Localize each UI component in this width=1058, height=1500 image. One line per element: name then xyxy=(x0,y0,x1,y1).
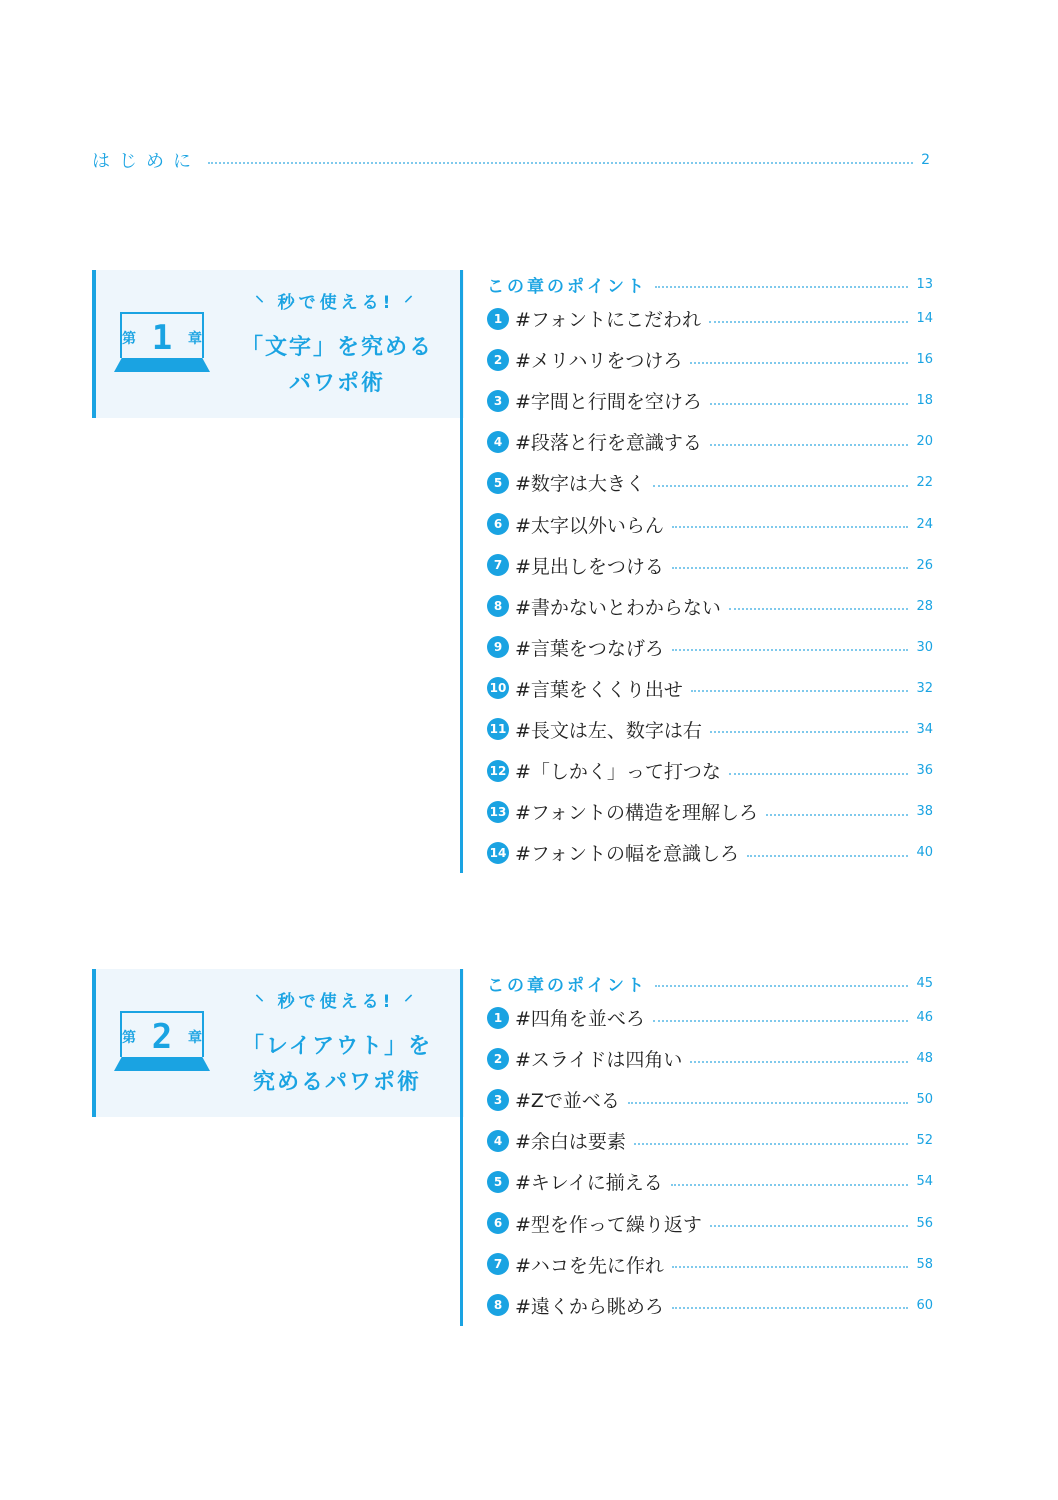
intro-page-number: 2 xyxy=(921,152,930,168)
entry-title: #フォントの幅を意識しろ xyxy=(515,843,739,866)
point-label: この章のポイント xyxy=(487,975,647,996)
page-number: 50 xyxy=(916,1092,933,1108)
page-number: 24 xyxy=(916,516,933,532)
leader-dots xyxy=(672,1307,909,1309)
title-line-2: 究めるパワポ術 xyxy=(252,1070,421,1095)
chapter-suffix: 章 xyxy=(187,331,202,347)
entry-title: #「しかく」って打つな xyxy=(515,761,721,784)
leader-dots xyxy=(671,1184,909,1186)
entry-title: #段落と行を意識する xyxy=(515,432,702,455)
toc-entry[interactable] xyxy=(463,709,941,750)
sparkle-right-icon: ⸍ xyxy=(404,992,417,1012)
entry-title: #言葉をつなげろ xyxy=(515,637,664,660)
chapter-number: 1 xyxy=(151,318,173,358)
page-number: 46 xyxy=(916,1010,933,1026)
entry-title: #メリハリをつけろ xyxy=(515,350,683,373)
toc-entry[interactable] xyxy=(463,832,941,873)
page-number: 38 xyxy=(916,804,933,820)
page-number: 22 xyxy=(916,475,933,491)
entry-title: #書かないとわからない xyxy=(515,596,721,619)
page-number: 34 xyxy=(916,721,933,737)
toc-entry[interactable] xyxy=(463,791,941,832)
number-circle-icon: 1 xyxy=(487,1007,509,1029)
toc-entry[interactable] xyxy=(463,1244,941,1285)
number-circle-icon: 5 xyxy=(487,1171,509,1193)
toc-entry[interactable] xyxy=(463,545,941,586)
entry-title: #キレイに揃える xyxy=(515,1172,663,1195)
number-circle-icon: 7 xyxy=(487,554,509,576)
entry-title: #余白は要素 xyxy=(515,1131,626,1154)
leader-dots xyxy=(729,608,909,610)
number-circle-icon: 8 xyxy=(487,1294,509,1316)
chapter-2-badge xyxy=(114,1007,210,1079)
page-number: 13 xyxy=(916,276,933,292)
leader-dots xyxy=(634,1143,909,1145)
leader-dots xyxy=(672,567,909,569)
number-circle-icon: 3 xyxy=(487,390,509,412)
toc-entry[interactable] xyxy=(463,750,941,791)
number-circle-icon: 9 xyxy=(487,636,509,658)
toc-entry[interactable] xyxy=(463,627,941,668)
leader-dots xyxy=(672,1266,909,1268)
number-circle-icon: 12 xyxy=(487,760,509,782)
toc-entry[interactable] xyxy=(463,586,941,627)
number-circle-icon: 8 xyxy=(487,595,509,617)
leader-dots xyxy=(691,690,909,692)
number-circle-icon: 2 xyxy=(487,1048,509,1070)
leader-dots xyxy=(766,814,908,816)
page-number: 32 xyxy=(916,680,933,696)
leader-dots xyxy=(672,526,909,528)
entry-title: #スライドは四角い xyxy=(515,1049,683,1072)
sparkle-left-icon: ⸌ xyxy=(255,293,268,313)
page-number: 54 xyxy=(916,1174,933,1190)
toc-entry[interactable] xyxy=(463,668,941,709)
toc-entry[interactable] xyxy=(463,298,941,339)
entry-title: #字間と行間を空けろ xyxy=(515,391,702,414)
chapter-2-toc xyxy=(460,969,941,1326)
chapter-1-title xyxy=(222,330,452,402)
entry-title: #型を作って繰り返す xyxy=(515,1213,702,1236)
badge-base xyxy=(114,358,210,372)
toc-entry[interactable] xyxy=(463,421,941,462)
page-number: 16 xyxy=(916,352,933,368)
page-number: 36 xyxy=(916,763,933,779)
page-number: 58 xyxy=(916,1256,933,1272)
chapter-point-entry[interactable] xyxy=(463,270,941,298)
chapter-1-badge xyxy=(114,308,210,380)
leader-dots xyxy=(710,444,909,446)
entry-title: #フォントにこだわれ xyxy=(515,309,701,332)
entry-title: #遠くから眺めろ xyxy=(515,1295,664,1318)
toc-entry[interactable] xyxy=(463,997,941,1038)
number-circle-icon: 2 xyxy=(487,349,509,371)
leader-dots xyxy=(690,1061,908,1063)
toc-entry[interactable] xyxy=(463,1120,941,1161)
intro-label: はじめに xyxy=(92,151,200,172)
entry-title: #四角を並べろ xyxy=(515,1008,645,1031)
leader-dots xyxy=(710,403,909,405)
number-circle-icon: 11 xyxy=(487,718,509,740)
chapter-1-toc xyxy=(460,270,941,873)
number-circle-icon: 14 xyxy=(487,842,509,864)
entry-title: #数字は大きく xyxy=(515,473,645,496)
number-circle-icon: 6 xyxy=(487,1212,509,1234)
number-circle-icon: 10 xyxy=(487,677,509,699)
page-number: 60 xyxy=(916,1297,933,1313)
toc-entry[interactable] xyxy=(463,1038,941,1079)
kicker-text: 秒で使える! xyxy=(277,992,395,1012)
number-circle-icon: 7 xyxy=(487,1253,509,1275)
chapter-prefix: 第 xyxy=(122,331,136,347)
number-circle-icon: 4 xyxy=(487,1130,509,1152)
entry-title: #ハコを先に作れ xyxy=(515,1254,664,1277)
page-number: 18 xyxy=(916,393,933,409)
chapter-prefix: 第 xyxy=(122,1030,136,1046)
leader-dots xyxy=(628,1102,909,1104)
intro-entry[interactable] xyxy=(92,146,930,174)
entry-title: #フォントの構造を理解しろ xyxy=(515,802,758,825)
leader-dots xyxy=(729,773,909,775)
chapter-1-kicker xyxy=(236,288,436,313)
number-circle-icon: 3 xyxy=(487,1089,509,1111)
page-number: 52 xyxy=(916,1133,933,1149)
page-number: 30 xyxy=(916,639,933,655)
leader-dots xyxy=(653,485,909,487)
toc-entry[interactable] xyxy=(463,503,941,544)
leader-dots xyxy=(690,362,908,364)
chapter-number: 2 xyxy=(151,1017,173,1057)
page-number: 40 xyxy=(916,845,933,861)
page-number: 20 xyxy=(916,434,933,450)
leader-dots xyxy=(710,731,909,733)
page-number: 28 xyxy=(916,598,933,614)
leader-dots xyxy=(655,286,908,288)
toc-entry[interactable] xyxy=(463,1079,941,1120)
page-number: 56 xyxy=(916,1215,933,1231)
leader-dots xyxy=(655,985,908,987)
title-line-1: 「文字」を究める xyxy=(240,335,433,360)
entry-title: #太字以外いらん xyxy=(515,514,664,537)
chapter-2-title xyxy=(222,1029,452,1101)
page-number: 26 xyxy=(916,557,933,573)
entry-title: #Zで並べる xyxy=(515,1090,620,1113)
number-circle-icon: 13 xyxy=(487,801,509,823)
sparkle-right-icon: ⸍ xyxy=(404,293,417,313)
chapter-suffix: 章 xyxy=(187,1030,202,1046)
point-label: この章のポイント xyxy=(487,276,647,297)
chapter-1-card xyxy=(92,270,464,418)
entry-title: #長文は左、数字は右 xyxy=(515,719,702,742)
leader-dots xyxy=(208,162,913,164)
chapter-2-kicker xyxy=(236,987,436,1012)
toc-entry[interactable] xyxy=(463,1202,941,1243)
leader-dots xyxy=(709,321,908,323)
number-circle-icon: 5 xyxy=(487,472,509,494)
title-line-2: パワポ術 xyxy=(288,371,385,396)
leader-dots xyxy=(710,1225,909,1227)
page-number: 45 xyxy=(916,975,933,991)
chapter-2-card xyxy=(92,969,464,1117)
number-circle-icon: 4 xyxy=(487,431,509,453)
number-circle-icon: 1 xyxy=(487,308,509,330)
chapter-point-entry[interactable] xyxy=(463,969,941,997)
toc-entry[interactable] xyxy=(463,339,941,380)
entry-title: #見出しをつける xyxy=(515,555,664,578)
leader-dots xyxy=(653,1020,909,1022)
toc-entry[interactable] xyxy=(463,1161,941,1202)
leader-dots xyxy=(672,649,909,651)
toc-entry[interactable] xyxy=(463,380,941,421)
badge-base xyxy=(114,1057,210,1071)
sparkle-left-icon: ⸌ xyxy=(255,992,268,1012)
title-line-1: 「レイアウト」を xyxy=(241,1034,433,1059)
entry-title: #言葉をくくり出せ xyxy=(515,678,683,701)
kicker-text: 秒で使える! xyxy=(277,293,395,313)
page-number: 48 xyxy=(916,1051,933,1067)
toc-entry[interactable] xyxy=(463,462,941,503)
number-circle-icon: 6 xyxy=(487,513,509,535)
toc-entry[interactable] xyxy=(463,1285,941,1326)
page-number: 14 xyxy=(916,311,933,327)
leader-dots xyxy=(747,855,908,857)
